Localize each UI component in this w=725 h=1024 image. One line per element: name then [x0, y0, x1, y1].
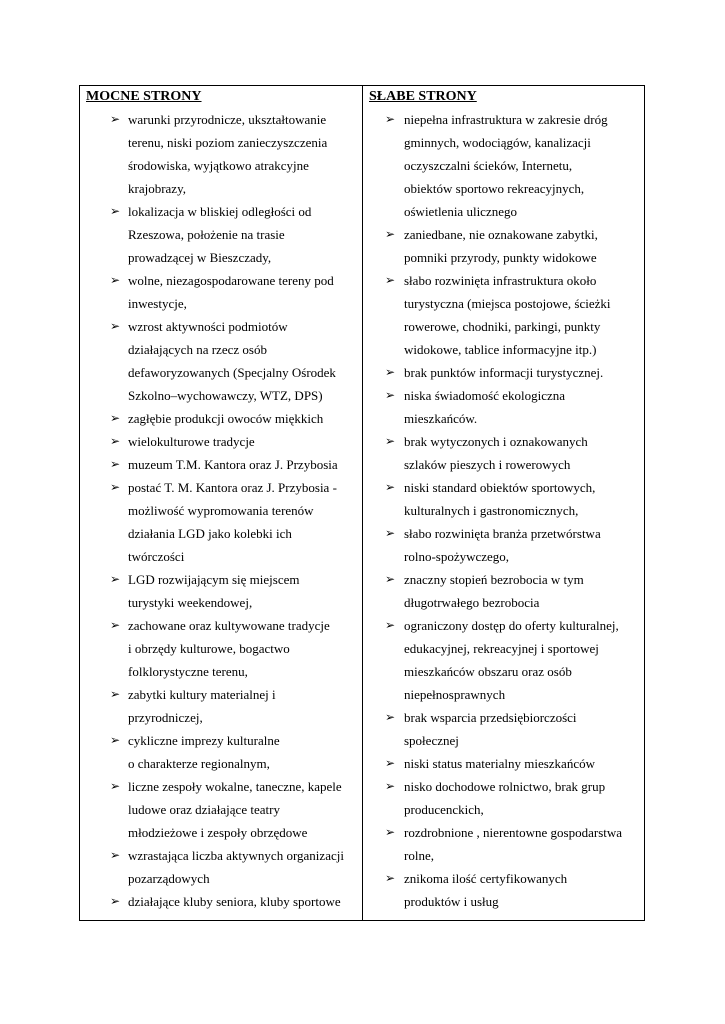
arrow-bullet-icon: ➢: [110, 204, 121, 218]
strength-item-line: [86, 775, 362, 798]
strengths-header: MOCNE STRONY: [86, 89, 202, 104]
strength-item-text: środowiska, wyjątkowo atrakcyjne: [128, 158, 309, 173]
weakness-item-text: edukacyjnej, rekreacyjnej i sportowej: [404, 641, 599, 656]
weakness-item-text: obiektów sportowo rekreacyjnych,: [404, 181, 585, 196]
strength-item-text: pozarządowych: [128, 871, 210, 886]
strength-item-line: [86, 844, 362, 867]
strength-item-line: [86, 890, 362, 913]
weakness-item-text: gminnych, wodociągów, kanalizacji: [404, 135, 591, 150]
weakness-item-line: [369, 637, 644, 660]
strength-item-line: [86, 821, 362, 844]
strength-item-line: [86, 591, 362, 614]
strength-item-line: [86, 867, 362, 890]
strength-item-line: [86, 522, 362, 545]
weakness-item-line: [369, 246, 644, 269]
arrow-bullet-icon: ➢: [385, 388, 396, 402]
strength-item-line: [86, 131, 362, 154]
strength-item-text: o charakterze regionalnym,: [128, 756, 270, 771]
weaknesses-list: [369, 108, 644, 913]
weakness-item-line: [369, 844, 644, 867]
strength-item-line: [86, 706, 362, 729]
arrow-bullet-icon: ➢: [385, 112, 396, 126]
strength-item-text: działające kluby seniora, kluby sportowe: [128, 894, 341, 909]
arrow-bullet-icon: ➢: [110, 273, 121, 287]
weakness-item-text: rowerowe, chodniki, parkingi, punkty: [404, 319, 601, 334]
arrow-bullet-icon: ➢: [385, 572, 396, 586]
strength-item-line: [86, 292, 362, 315]
weakness-item-line: [369, 200, 644, 223]
strength-item-line: [86, 108, 362, 131]
weakness-item-text: produktów i usług: [404, 894, 499, 909]
strength-item-text: warunki przyrodnicze, ukształtowanie: [128, 112, 327, 127]
arrow-bullet-icon: ➢: [385, 480, 396, 494]
strength-item-text: muzeum T.M. Kantora oraz J. Przybosia: [128, 457, 338, 472]
strengths-column: [80, 86, 363, 920]
weakness-item-line: [369, 292, 644, 315]
strength-item-text: zabytki kultury materialnej i: [128, 687, 276, 702]
strength-item-text: turystyki weekendowej,: [128, 595, 253, 610]
weakness-item-text: rozdrobnione , nierentowne gospodarstwa: [404, 825, 623, 840]
strength-item-line: [86, 384, 362, 407]
strength-item-line: [86, 614, 362, 637]
arrow-bullet-icon: ➢: [385, 365, 396, 379]
strength-item-text: terenu, niski poziom zanieczyszczenia: [128, 135, 328, 150]
arrow-bullet-icon: ➢: [385, 526, 396, 540]
strength-item-line: [86, 545, 362, 568]
strength-item-text: młodzieżowe i zespoły obrzędowe: [128, 825, 308, 840]
strength-item-line: [86, 752, 362, 775]
weakness-item-text: zaniedbane, nie oznakowane zabytki,: [404, 227, 598, 242]
arrow-bullet-icon: ➢: [110, 733, 121, 747]
weakness-item-text: mieszkańców obszaru oraz osób: [404, 664, 572, 679]
strength-item-line: [86, 453, 362, 476]
strength-item-line: [86, 407, 362, 430]
strength-item-text: i obrzędy kulturowe, bogactwo: [128, 641, 290, 656]
weakness-item-text: szlaków pieszych i rowerowych: [404, 457, 571, 472]
arrow-bullet-icon: ➢: [110, 618, 121, 632]
weakness-item-line: [369, 614, 644, 637]
strength-item-text: działania LGD jako kolebki ich: [128, 526, 292, 541]
strength-item-line: [86, 177, 362, 200]
arrow-bullet-icon: ➢: [385, 618, 396, 632]
weakness-item-line: [369, 499, 644, 522]
weakness-item-text: niepełnosprawnych: [404, 687, 506, 702]
weakness-item-line: [369, 361, 644, 384]
weakness-item-text: producenckich,: [404, 802, 484, 817]
arrow-bullet-icon: ➢: [110, 411, 121, 425]
arrow-bullet-icon: ➢: [385, 825, 396, 839]
strength-item-line: [86, 499, 362, 522]
strength-item-line: [86, 269, 362, 292]
weakness-item-line: [369, 568, 644, 591]
arrow-bullet-icon: ➢: [110, 480, 121, 494]
weakness-item-line: [369, 706, 644, 729]
strength-item-text: ludowe oraz działające teatry: [128, 802, 280, 817]
weakness-item-text: słabo rozwinięta infrastruktura około: [404, 273, 597, 288]
strength-item-text: inwestycje,: [128, 296, 187, 311]
strength-item-text: cykliczne imprezy kulturalne: [128, 733, 280, 748]
strength-item-line: [86, 315, 362, 338]
arrow-bullet-icon: ➢: [385, 756, 396, 770]
weakness-item-line: [369, 775, 644, 798]
strength-item-line: [86, 798, 362, 821]
weakness-item-text: turystyczna (miejsca postojowe, ścieżki: [404, 296, 611, 311]
weakness-item-line: [369, 177, 644, 200]
strength-item-line: [86, 223, 362, 246]
strength-item-line: [86, 683, 362, 706]
strength-item-text: folklorystyczne terenu,: [128, 664, 248, 679]
weakness-item-text: brak punktów informacji turystycznej.: [404, 365, 604, 380]
weakness-item-text: rolne,: [404, 848, 434, 863]
weakness-item-text: ograniczony dostęp do oferty kulturalnej,: [404, 618, 619, 633]
strength-item-text: działających na rzecz osób: [128, 342, 267, 357]
strength-item-text: twórczości: [128, 549, 185, 564]
weakness-item-line: [369, 522, 644, 545]
weakness-item-line: [369, 867, 644, 890]
arrow-bullet-icon: ➢: [110, 319, 121, 333]
strength-item-line: [86, 729, 362, 752]
weakness-item-line: [369, 545, 644, 568]
strength-item-line: [86, 200, 362, 223]
arrow-bullet-icon: ➢: [110, 687, 121, 701]
arrow-bullet-icon: ➢: [385, 434, 396, 448]
weakness-item-text: niski standard obiektów sportowych,: [404, 480, 596, 495]
weakness-item-line: [369, 660, 644, 683]
strength-item-text: prowadzącej w Bieszczady,: [128, 250, 272, 265]
weakness-item-text: oczyszczalni ścieków, Internetu,: [404, 158, 573, 173]
weakness-item-line: [369, 890, 644, 913]
weakness-item-line: [369, 798, 644, 821]
weakness-item-text: brak wytyczonych i oznakowanych: [404, 434, 588, 449]
strength-item-text: LGD rozwijającym się miejscem: [128, 572, 300, 587]
strength-item-text: wzrost aktywności podmiotów: [128, 319, 288, 334]
swot-table: [79, 85, 645, 921]
weakness-item-line: [369, 108, 644, 131]
strength-item-line: [86, 476, 362, 499]
arrow-bullet-icon: ➢: [110, 848, 121, 862]
weakness-item-line: [369, 591, 644, 614]
strength-item-line: [86, 637, 362, 660]
strength-item-text: zagłębie produkcji owoców miękkich: [128, 411, 324, 426]
arrow-bullet-icon: ➢: [110, 779, 121, 793]
weakness-item-text: niepełna infrastruktura w zakresie dróg: [404, 112, 608, 127]
weaknesses-column: [363, 86, 644, 920]
weakness-item-text: oświetlenia ulicznego: [404, 204, 517, 219]
weakness-item-line: [369, 131, 644, 154]
strength-item-text: lokalizacja w bliskiej odległości od: [128, 204, 312, 219]
weakness-item-text: rolno-spożywczego,: [404, 549, 510, 564]
weakness-item-line: [369, 430, 644, 453]
weakness-item-text: długotrwałego bezrobocia: [404, 595, 540, 610]
weaknesses-header: SŁABE STRONY: [369, 89, 477, 104]
strengths-list: [86, 108, 362, 913]
arrow-bullet-icon: ➢: [385, 710, 396, 724]
weakness-item-line: [369, 154, 644, 177]
strength-item-text: możliwość wypromowania terenów: [128, 503, 314, 518]
strength-item-line: [86, 568, 362, 591]
weakness-item-text: widokowe, tablice informacyjne itp.): [404, 342, 597, 357]
weakness-item-line: [369, 223, 644, 246]
strength-item-text: liczne zespoły wokalne, taneczne, kapele: [128, 779, 342, 794]
strength-item-text: zachowane oraz kultywowane tradycje: [128, 618, 330, 633]
strength-item-line: [86, 430, 362, 453]
weakness-item-line: [369, 752, 644, 775]
strength-item-line: [86, 246, 362, 269]
weakness-item-text: mieszkańców.: [404, 411, 478, 426]
arrow-bullet-icon: ➢: [110, 112, 121, 126]
weakness-item-line: [369, 729, 644, 752]
weakness-item-text: niski status materialny mieszkańców: [404, 756, 595, 771]
weakness-item-text: pomniki przyrody, punkty widokowe: [404, 250, 597, 265]
arrow-bullet-icon: ➢: [110, 457, 121, 471]
weakness-item-text: słabo rozwinięta branża przetwórstwa: [404, 526, 601, 541]
strength-item-line: [86, 660, 362, 683]
weakness-item-text: nisko dochodowe rolnictwo, brak grup: [404, 779, 606, 794]
strength-item-line: [86, 338, 362, 361]
strength-item-text: wzrastająca liczba aktywnych organizacji: [128, 848, 344, 863]
weakness-item-text: znikoma ilość certyfikowanych: [404, 871, 568, 886]
weakness-item-line: [369, 407, 644, 430]
weakness-item-text: brak wsparcia przedsiębiorczości: [404, 710, 577, 725]
strength-item-text: krajobrazy,: [128, 181, 186, 196]
strength-item-text: defaworyzowanych (Specjalny Ośrodek: [128, 365, 336, 380]
strength-item-text: Szkolno–wychowawczy, WTZ, DPS): [128, 388, 323, 403]
weakness-item-line: [369, 476, 644, 499]
weakness-item-line: [369, 269, 644, 292]
weakness-item-line: [369, 821, 644, 844]
arrow-bullet-icon: ➢: [385, 871, 396, 885]
weakness-item-text: kulturalnych i gastronomicznych,: [404, 503, 579, 518]
arrow-bullet-icon: ➢: [385, 273, 396, 287]
arrow-bullet-icon: ➢: [110, 572, 121, 586]
arrow-bullet-icon: ➢: [385, 779, 396, 793]
weakness-item-line: [369, 453, 644, 476]
strength-item-text: Rzeszowa, położenie na trasie: [128, 227, 285, 242]
weakness-item-line: [369, 338, 644, 361]
weakness-item-line: [369, 384, 644, 407]
strength-item-line: [86, 361, 362, 384]
strength-item-text: przyrodniczej,: [128, 710, 203, 725]
weakness-item-text: niska świadomość ekologiczna: [404, 388, 566, 403]
arrow-bullet-icon: ➢: [110, 434, 121, 448]
strength-item-text: postać T. M. Kantora oraz J. Przybosia -: [128, 480, 337, 495]
weakness-item-text: społecznej: [404, 733, 459, 748]
weakness-item-line: [369, 315, 644, 338]
weakness-item-text: znaczny stopień bezrobocia w tym: [404, 572, 584, 587]
arrow-bullet-icon: ➢: [385, 227, 396, 241]
strength-item-line: [86, 154, 362, 177]
weakness-item-line: [369, 683, 644, 706]
arrow-bullet-icon: ➢: [110, 894, 121, 908]
strength-item-text: wielokulturowe tradycje: [128, 434, 255, 449]
strength-item-text: wolne, niezagospodarowane tereny pod: [128, 273, 334, 288]
